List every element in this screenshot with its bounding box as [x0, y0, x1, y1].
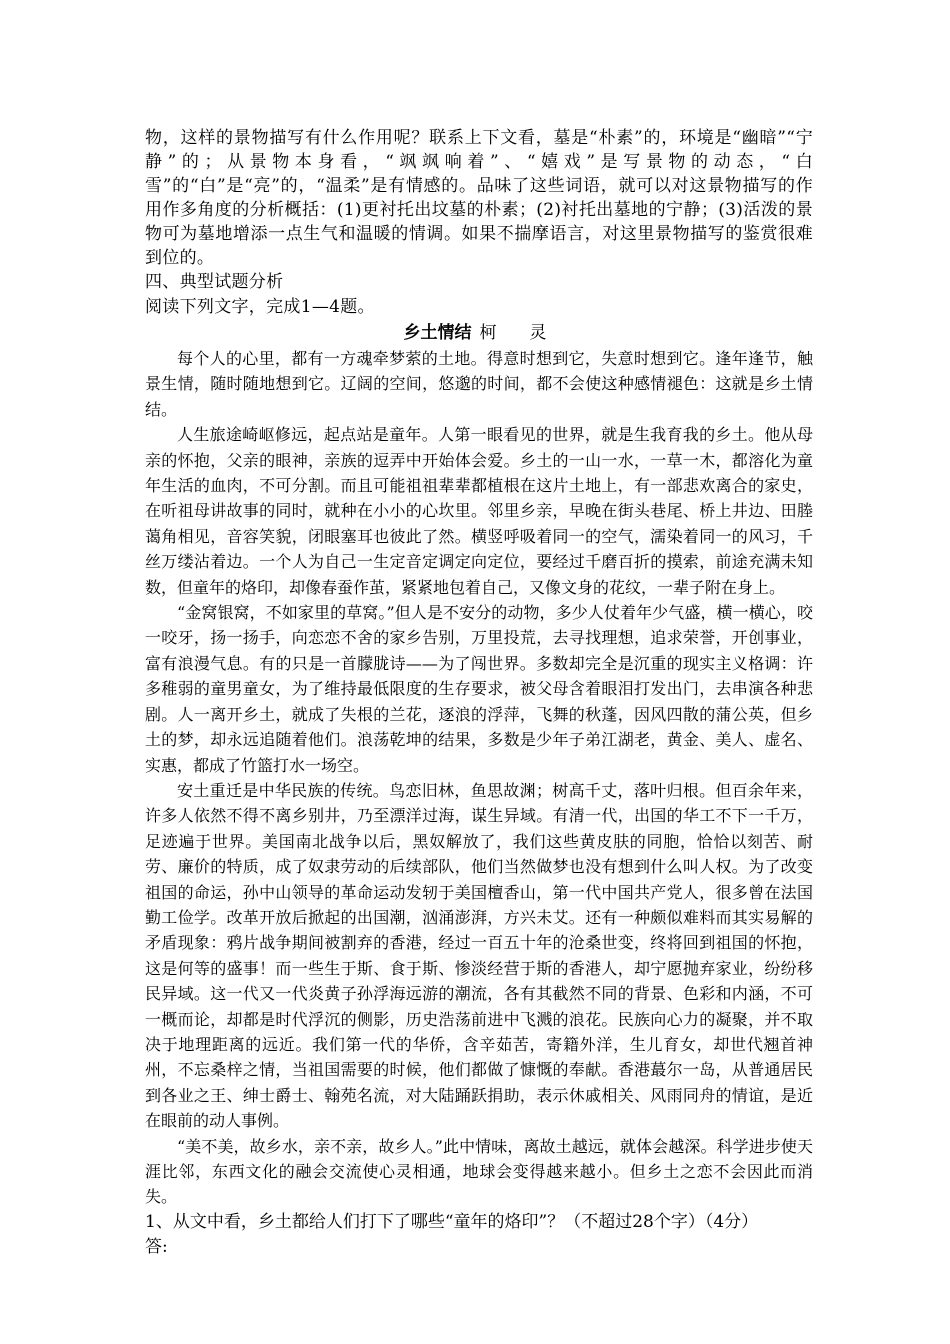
article-paragraph: 每个人的心里，都有一方魂牵梦萦的土地。得意时想到它，失意时想到它。逢年逢节，触景生情，随时随地想到它。辽阔的空间，悠邈的时间，都不会使这种感情褪色：这就是乡土情结。	[145, 349, 813, 419]
answer-label: 答:	[145, 1236, 168, 1257]
reading-instruction: 阅读下列文字，完成1—4题。	[145, 297, 375, 317]
document-page	[145, 126, 813, 1260]
article-title-line	[145, 320, 813, 346]
question-1: 1、从文中看，乡土都给人们打下了哪些“童年的烙印”？（不超过28个字）（4分）	[145, 1211, 759, 1232]
article-author: 柯 灵	[479, 323, 555, 343]
article-paragraph: 安土重迁是中华民族的传统。鸟恋旧林，鱼思故渊；树高千丈，落叶归根。但百余年来，许多人依然不得不离乡别井，乃至漂洋过海，谋生异域。有清一代，出国的华工不下一千万，足迹遍于世界。美国南北战争以后，黑奴解放了，我们这些黄皮肤的同胞，恰恰以刻苦、耐劳、廉价的特质，成了奴隶劳动的后续部队，他们当然做梦也没有想到什么叫人权。为了改变祖国的命运，孙中山领导的革命运动发轫于美国檀香山，第一代中国共产党人，很多曾在法国勤工俭学。改革开放后掀起的出国潮，汹涌澎湃，方兴未艾。还有一种颇似难料而其实易解的矛盾现象：鸦片战争期间被割弃的香港，经过一百五十年的沧桑世变，终将回到祖国的怀抱，这是何等的盛事！而一些生于斯、食于斯、惨淡经营于斯的香港人，却宁愿抛弃家业，纷纷移民异域。这一代又一代炎黄子孙浮海远游的潮流，各有其截然不同的背景、色彩和内涵，不可一概而论，却都是时代浮沉的侧影，历史浩荡前进中飞溅的浪花。民族向心力的凝聚，并不取决于地理距离的远近。我们第一代的华侨，含辛茹苦，寄籍外洋，生儿育女，却世代翘首神州，不忘桑梓之情，当祖国需要的时候，他们都做了慷慨的奉献。香港蕞尔一岛，从普通居民到各业之王、绅士爵士、翰苑名流，对大陆踊跃捐助，表示休戚相关、风雨同舟的情谊，是近在眼前的动人事例。	[145, 780, 813, 1131]
section-heading: 四、典型试题分析	[145, 272, 284, 292]
article-paragraph: 人生旅途崎岖修远，起点站是童年。人第一眼看见的世界，就是生我育我的乡土。他从母亲的怀抱，父亲的眼神，亲族的逗弄中开始体会爱。乡土的一山一水，一草一木，都溶化为童年生活的血肉，不可分割。而且可能祖祖辈辈都植根在这片土地上，有一部悲欢离合的家史，在听祖母讲故事的同时，就种在小小的心坎里。邻里乡亲，早晚在街头巷尾、桥上井边、田塍蔼角相见，音容笑貌，闭眼塞耳也彼此了然。横竖呼吸着同一的空气，濡染着同一的风习，千丝万缕沾着边。一个人为自己一生定音定调定向定位，要经过千磨百折的摸索，前途充满未知数，但童年的烙印，却像春蚕作茧，紧紧地包着自己，又像文身的花纹，一辈子附在身上。	[145, 425, 813, 597]
intro-paragraph: 物，这样的景物描写有什么作用呢？联系上下文看，墓是“朴素”的，环境是“幽暗”“宁静”的；从景物本身看，“飒飒响着”、“嬉戏”是写景物的动态，“白雪”的“白”是“亮”的，“温柔”是有情感的。品味了这些词语，就可以对这景物描写的作用作多角度的分析概括：(1)更衬托出坟墓的朴素；(2)衬托出墓地的宁静；(3)活泼的景物可为墓地增添一点生气和温暖的情调。如果不揣摩语言，对这里景物描写的鉴赏很难到位的。	[145, 128, 813, 268]
article-title: 乡土情结	[403, 323, 472, 343]
article-body	[145, 346, 813, 1210]
article-paragraph: “美不美，故乡水，亲不亲，故乡人。”此中情味，离故土越远，就体会越深。科学进步使天涯比邻，东西文化的融会交流使心灵相通，地球会变得越来越小。但乡土之恋不会因此而消失。	[145, 1136, 813, 1207]
article-paragraph: “金窝银窝，不如家里的草窝。”但人是不安分的动物，多少人仗着年少气盛，横一横心，咬一咬牙，扬一扬手，向恋恋不舍的家乡告别，万里投荒，去寻找理想，追求荣誉，开创事业，富有浪漫气息。有的只是一首朦胧诗——为了闯世界。多数却完全是沉重的现实主义格调：许多稚弱的童男童女，为了维持最低限度的生存要求，被父母含着眼泪打发出门，去串演各种悲剧。人一离开乡土，就成了失根的兰花，逐浪的浮萍，飞舞的秋蓬，因风四散的蒲公英，但乡土的梦，却永远追随着他们。浪荡乾坤的结果，多数是少年子弟江湖老，黄金、美人、虚名、实惠，都成了竹篮打水一场空。	[145, 603, 813, 775]
intro-section	[145, 126, 813, 320]
